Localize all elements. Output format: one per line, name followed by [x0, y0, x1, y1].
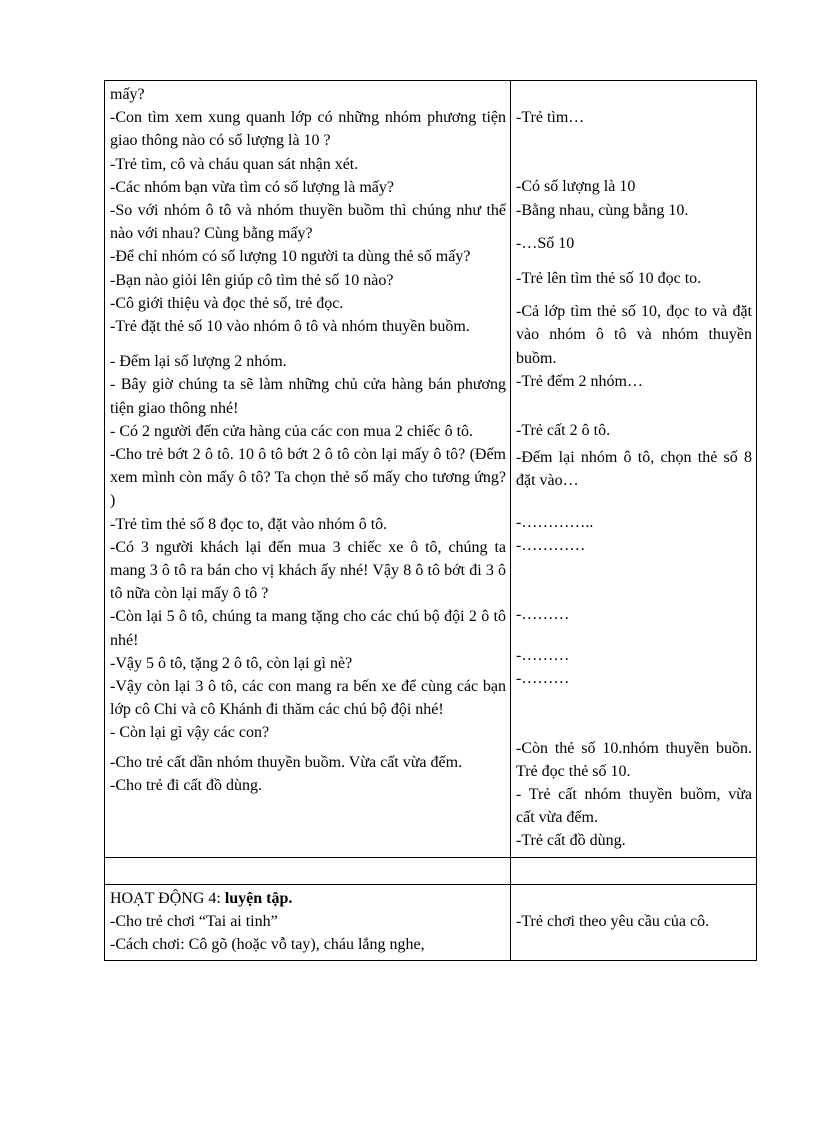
- line: -So với nhóm ô tô và nhóm thuyền buồm thì chúng như thế nào với nhau? Cùng bằng mấy?: [110, 202, 506, 243]
- child-activities-cell: [511, 81, 757, 858]
- line: -………: [516, 647, 570, 665]
- line: -………: [516, 606, 570, 624]
- teacher-activities-cell: [105, 81, 511, 858]
- line: -Vậy còn lại 3 ô tô, các con mang ra bến xe để cùng các bạn lớp cô Chi và cô Khánh đi thăm các chú bộ đội nhé!: [110, 678, 506, 719]
- line: mấy?: [110, 86, 145, 103]
- table-row: [105, 81, 757, 858]
- line: -…………..: [516, 513, 594, 531]
- line: - Đếm lại số lượng 2 nhóm.: [110, 353, 287, 371]
- line: - Còn lại gì vậy các con?: [110, 724, 270, 742]
- line: -Trẻ chơi theo yêu cầu của cô.: [516, 912, 710, 930]
- spacer-row: [105, 857, 757, 884]
- line: -Cho trẻ cất dần nhóm thuyền buồm. Vừa cất vừa đếm.: [110, 753, 463, 771]
- line: -Cô giới thiệu và đọc thẻ số, trẻ đọc.: [110, 294, 344, 312]
- line: -Trẻ tìm thẻ số 8 đọc to, đặt vào nhóm ô tô.: [110, 515, 388, 533]
- line: -Có số lượng là 10: [516, 178, 636, 196]
- line: -Cho trẻ bớt 2 ô tô. 10 ô tô bớt 2 ô tô còn lại mấy ô tô? (Đếm xem mình còn mấy ô tô? Ta chọn thẻ số mấy cho tương ứng? ): [110, 446, 506, 510]
- table-row: [105, 884, 757, 961]
- line: -Còn lại 5 ô tô, chúng ta mang tặng cho các chú bộ đội 2 ô tô nhé!: [110, 608, 506, 649]
- line: -Trẻ cất 2 ô tô.: [516, 422, 611, 440]
- activity-4-cell: [105, 884, 511, 961]
- line: -Bằng nhau, cùng bằng 10.: [516, 201, 689, 219]
- line: -Cho trẻ đi cất đồ dùng.: [110, 776, 262, 794]
- line: -…Số 10: [516, 234, 575, 252]
- line: - Bây giờ chúng ta sẽ làm những chủ cửa hàng bán phương tiện giao thông nhé!: [110, 376, 506, 417]
- activity-4-child-cell: [511, 884, 757, 961]
- line: -Trẻ tìm, cô và cháu quan sát nhận xét.: [110, 155, 359, 173]
- line: -…………: [516, 536, 586, 554]
- line: -Con tìm xem xung quanh lớp có những nhóm phương tiện giao thông nào có số lượng là 10 ?: [110, 109, 506, 150]
- line: -Các nhóm bạn vừa tìm có số lượng là mấy?: [110, 178, 394, 196]
- line: -Có 3 người khách lại đến mua 3 chiếc xe ô tô, chúng ta mang 3 ô tô ra bán cho vị khách ấy nhé! Vậy 8 ô tô bớt đi 3 ô tô nữa còn lại mấy ô tô ?: [110, 538, 506, 603]
- line: -Cả lớp tìm thẻ số 10, đọc to và đặt vào nhóm ô tô và nhóm thuyền buồm.: [516, 303, 752, 367]
- lesson-plan-table: [104, 80, 757, 961]
- line: -Cách chơi: Cô gõ (hoặc vỗ tay), cháu lắng nghe,: [110, 936, 425, 954]
- line: -Bạn nào giỏi lên giúp cô tìm thẻ số 10 nào?: [110, 271, 394, 289]
- line: -Trẻ tìm…: [516, 109, 585, 127]
- line: -Trẻ đặt thẻ số 10 vào nhóm ô tô và nhóm thuyền buồm.: [110, 318, 470, 336]
- section-heading: HOẠT ĐỘNG 4: luyện tập.: [110, 889, 293, 907]
- line: -Trẻ lên tìm thẻ số 10 đọc to.: [516, 270, 702, 287]
- line: - Có 2 người đến cửa hàng của các con mua 2 chiếc ô tô.: [110, 422, 474, 440]
- line: -Để chỉ nhóm có số lượng 10 người ta dùng thẻ số mấy?: [110, 248, 471, 266]
- line: -Đếm lại nhóm ô tô, chọn thẻ số 8 đặt vào…: [516, 449, 752, 490]
- line: -Trẻ đếm 2 nhóm…: [516, 372, 643, 390]
- line: -Còn thẻ số 10.nhóm thuyền buồn. Trẻ đọc thẻ số 10.: [516, 739, 752, 780]
- line: -………: [516, 670, 570, 688]
- line: -Trẻ cất đồ dùng.: [516, 832, 626, 850]
- line: -Cho trẻ chơi “Tai ai tinh”: [110, 912, 278, 930]
- line: -Vậy 5 ô tô, tặng 2 ô tô, còn lại gì nè?: [110, 654, 353, 672]
- line: - Trẻ cất nhóm thuyền buồm, vừa cất vừa đếm.: [516, 786, 752, 827]
